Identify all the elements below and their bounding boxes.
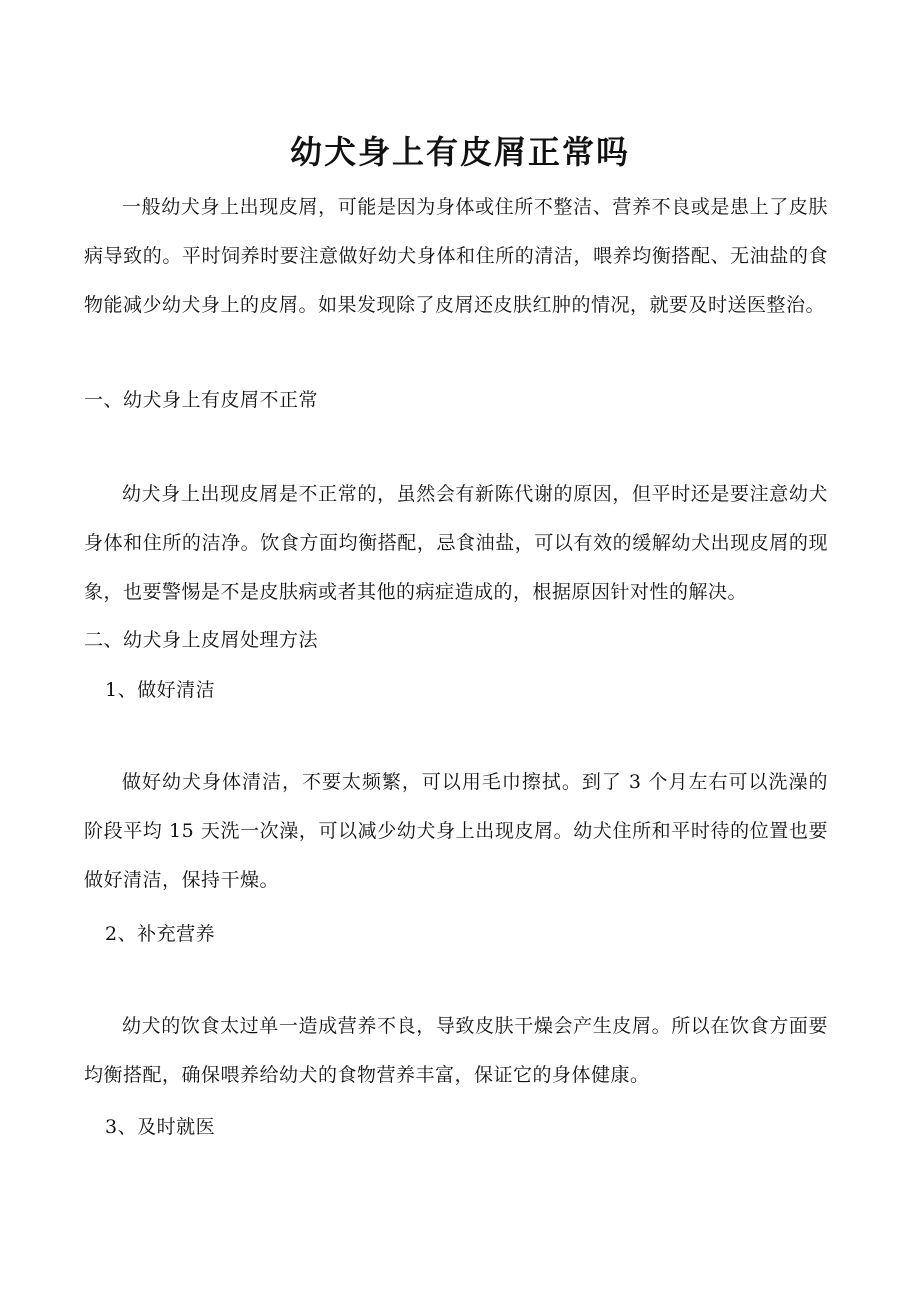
section-2-heading: 二、幼犬身上皮屑处理方法 — [84, 629, 319, 651]
subsection-2-heading: 2、补充营养 — [105, 923, 216, 945]
subsection-3-heading: 3、及时就医 — [105, 1116, 216, 1138]
subsection-1-paragraph: 做好幼犬身体清洁，不要太频繁，可以用毛巾擦拭。到了 3 个月左右可以洗澡的阶段平均 15 天洗一次澡，可以减少幼犬身上出现皮屑。幼犬住所和平时待的位置也要做好清洁，保持干燥。 — [84, 771, 828, 891]
section-1-paragraph: 幼犬身上出现皮屑是不正常的，虽然会有新陈代谢的原因，但平时还是要注意幼犬身体和住所的洁净。饮食方面均衡搭配，忌食油盐，可以有效的缓解幼犬出现皮屑的现象，也要警惕是不是皮肤病或者其他的病症造成的，根据原因针对性的解决。 — [84, 483, 828, 603]
page-title: 幼犬身上有皮屑正常吗 — [289, 133, 630, 171]
intro-paragraph: 一般幼犬身上出现皮屑，可能是因为身体或住所不整洁、营养不良或是患上了皮肤病导致的。平时饲养时要注意做好幼犬身体和住所的清洁，喂养均衡搭配、无油盐的食物能减少幼犬身上的皮屑。如果发现除了皮屑还皮肤红肿的情况，就要及时送医整治。 — [84, 196, 828, 316]
section-1-heading: 一、幼犬身上有皮屑不正常 — [84, 389, 319, 411]
subsection-1-heading: 1、做好清洁 — [105, 679, 216, 701]
subsection-2-paragraph: 幼犬的饮食太过单一造成营养不良，导致皮肤干燥会产生皮屑。所以在饮食方面要均衡搭配，确保喂养给幼犬的食物营养丰富，保证它的身体健康。 — [84, 1015, 828, 1086]
